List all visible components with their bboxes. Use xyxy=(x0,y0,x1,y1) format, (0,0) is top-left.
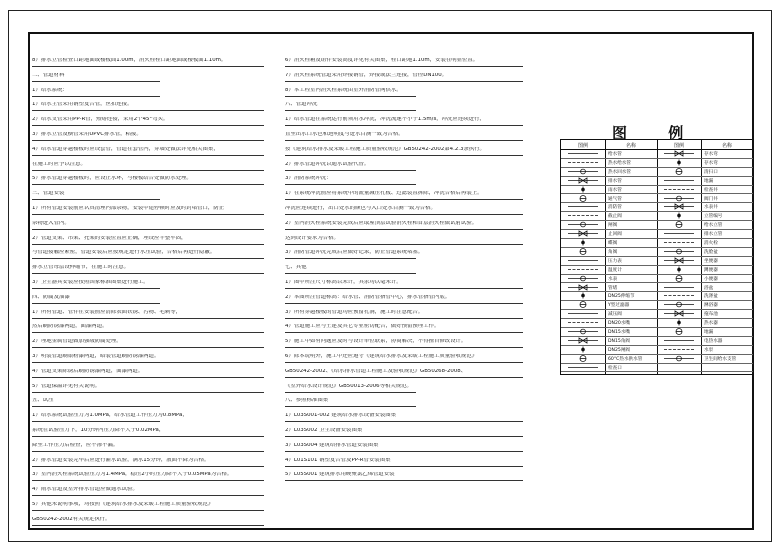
legend-name: 浴盆 xyxy=(704,285,714,291)
note-line: 2）排水管道安装完毕后应进行灌水试验，满水15分钟，液面不降为合格。 xyxy=(32,457,210,463)
note-line: 4）管道施工应与土建及其它专业密切配合，做好预留预埋工作。 xyxy=(285,324,440,330)
legend-symbol-icon xyxy=(566,337,600,344)
legend-name: 角阀 xyxy=(608,249,618,255)
note-line: 达到设计要求为合格。 xyxy=(285,235,339,241)
note-underline xyxy=(285,170,416,171)
legend-symbol-icon xyxy=(662,177,696,184)
legend-name: 止回阀 xyxy=(608,232,622,238)
legend-name: 蝶阀 xyxy=(608,241,618,246)
legend-symbol-icon xyxy=(662,310,696,317)
note-underline xyxy=(285,480,523,481)
note-line: 5）其他未说明事项，均按照《建筑给水排水及采暖工程施工质量验收规范》 xyxy=(32,502,214,507)
note-underline xyxy=(285,125,523,126)
note-line: 3）卫生器具安装应按照国家标准图集进行施工。 xyxy=(32,280,149,285)
note-line: 1）给水主管采用钢塑复合管，丝扣连接。 xyxy=(32,102,133,108)
legend-symbol-icon xyxy=(566,203,600,210)
legend-symbol-icon xyxy=(566,301,600,308)
legend-header-symbol-2: 图例 xyxy=(673,143,684,149)
note-line: 按《建筑给水排水及采暖工程施工质量验收规范》GB50242-2002第4.2.3条执行。 xyxy=(285,146,485,152)
legend-symbol-icon xyxy=(566,310,600,317)
note-line: 冲洗应连续进行，出口处水的颜色与入口处水目测一致为合格。 xyxy=(285,206,436,211)
note-underline xyxy=(285,214,523,215)
note-underline xyxy=(285,392,416,393)
note-underline xyxy=(32,199,160,200)
legend-name: 热水器 xyxy=(704,321,718,327)
note-line: 2）给水支管采用PP-R管，热熔连接，采用2个45°弯头。 xyxy=(32,117,169,123)
legend-symbol-icon xyxy=(662,328,696,335)
legend-symbol-icon xyxy=(662,195,696,202)
note-line: 5）管道保温详见有关说明。 xyxy=(32,383,101,389)
legend-symbol-icon xyxy=(566,150,600,157)
legend-symbol-icon xyxy=(662,212,696,219)
note-underline xyxy=(285,421,523,422)
note-underline xyxy=(32,110,264,111)
note-line: 7）消火栓系统管道采用焊接钢管，焊接或法兰连接，管径DN100。 xyxy=(285,72,448,78)
note-underline xyxy=(32,406,160,407)
note-line: 4）雨水管道及室外排水管道应做通水试验。 xyxy=(32,487,138,493)
note-underline xyxy=(32,184,264,185)
note-line: 1）所有管道、管件在安装前应清除表面铁锈、污物、毛刺等， xyxy=(32,309,181,315)
legend-name: 消火栓 xyxy=(704,241,718,246)
note-line: 3）排水立管及横管采用UPVC排水管，粘接。 xyxy=(32,132,142,137)
note-underline xyxy=(32,66,264,67)
note-underline xyxy=(285,258,416,259)
legend-header-symbol: 图例 xyxy=(577,143,588,149)
legend-name: 雨水管 xyxy=(608,187,622,193)
legend-name: 电热水器 xyxy=(704,338,723,344)
note-line: 在施工时应予以注意。 xyxy=(32,161,86,167)
legend-symbol-icon xyxy=(566,248,600,255)
legend-symbol-icon xyxy=(566,328,600,335)
legend-symbol-icon xyxy=(662,221,696,228)
note-underline xyxy=(285,362,523,363)
legend-name: DN15角阀 xyxy=(608,338,631,344)
note-line: 3）明装管道刷银粉漆两道，暗装管道刷防锈漆两道。 xyxy=(32,354,160,359)
legend-symbol-icon xyxy=(662,275,696,282)
legend-name: 通气管 xyxy=(608,196,622,202)
legend-name: 卫生间给水支管 xyxy=(704,356,737,362)
note-line: 4）L01S101 钢塑复合管及PP-R管安装图集 xyxy=(285,457,391,463)
note-line: 5）排水管道穿越楼板时，应设止水环，与楼板结合处做防水处理。 xyxy=(32,176,192,182)
note-line: 3）消防系统冲洗： xyxy=(285,176,332,182)
note-line: 与管道接触应紧密，管道安装后应按规定进行水压试验，合格后再进行隐蔽。 xyxy=(32,250,216,256)
legend-name: 给水立管 xyxy=(704,223,723,229)
note-line: 杂物进入管内。 xyxy=(32,220,70,226)
legend-symbol-icon xyxy=(566,364,600,371)
note-underline xyxy=(32,125,264,126)
legend-name: 截止阀 xyxy=(608,214,622,220)
legend-name: 水泵 xyxy=(704,347,714,353)
legend-name: DN25闸阀 xyxy=(608,347,631,353)
legend-name: 小便器 xyxy=(704,276,718,282)
legend-name: 存水弯 xyxy=(704,152,718,157)
legend-table xyxy=(560,139,754,375)
note-line: 2）室内消火栓系统安装完成后应取屋顶层试验消火栓和首层消火栓做试射试验。 xyxy=(285,220,478,226)
note-line: 系统在试验压力下，10分钟内压力降不大于0.02MPa， xyxy=(32,428,165,433)
note-underline xyxy=(285,347,523,348)
legend-title: 图 例 xyxy=(612,124,702,142)
note-underline xyxy=(32,288,160,289)
note-underline xyxy=(32,81,160,82)
note-underline xyxy=(32,377,264,378)
note-underline xyxy=(32,155,264,156)
note-line: 六、管道冲洗 xyxy=(285,102,318,108)
note-underline xyxy=(285,318,523,319)
legend-name: Y型过滤器 xyxy=(608,303,630,309)
legend-name: 热水回水管 xyxy=(608,169,631,175)
legend-symbol-icon xyxy=(566,239,600,246)
note-line: 1）L03S001-002 建筑给水排水设备安装图集 xyxy=(285,413,397,419)
legend-symbol-icon xyxy=(662,266,696,273)
legend-name: 消防管 xyxy=(608,205,622,211)
note-line: 5）L05S001 建筑排水用硬聚氯乙烯管道安装 xyxy=(285,472,395,478)
note-underline xyxy=(285,140,523,141)
note-line: 2）埋地金属管道做加强级防腐处理。 xyxy=(32,339,122,345)
legend-name: 闸阀 xyxy=(608,223,618,229)
legend-symbol-icon xyxy=(566,284,600,291)
note-line: 1）在系统冲洗前应将系统中的流量减压孔板、过滤装置拆除，冲洗合格后再装上。 xyxy=(285,191,483,197)
legend-symbol-icon xyxy=(566,177,600,184)
legend-symbol-icon xyxy=(662,239,696,246)
note-underline xyxy=(32,96,160,97)
note-underline xyxy=(285,155,523,156)
legend-symbol-icon xyxy=(662,248,696,255)
legend-symbol-icon xyxy=(662,319,696,326)
note-line: 排水立管每层设伸缩节，在施工时注意。 xyxy=(32,265,130,271)
legend-name: 阀门井 xyxy=(704,196,718,202)
legend-name: 检查口 xyxy=(608,365,622,371)
note-line: GB50242-2002、《给水排水管道工程施工及验收规范》GB50268-2008、 xyxy=(285,368,467,374)
legend-name: 洗涤盆 xyxy=(704,294,718,300)
note-underline xyxy=(285,303,523,304)
legend-symbol-icon xyxy=(566,355,600,362)
note-line: 五、试压 xyxy=(32,398,54,404)
note-line: 降至工作压力后检查，应不渗不漏。 xyxy=(32,442,119,448)
legend-symbol-icon xyxy=(662,168,696,175)
legend-symbol-icon xyxy=(662,292,696,299)
note-underline xyxy=(285,199,523,200)
note-underline xyxy=(32,229,264,230)
note-line: 1）给水系统试验压力为1.0MPa，给水管道工作压力为0.8MPa， xyxy=(32,413,188,419)
note-line: 2）L03S002 卫生设备安装图集 xyxy=(285,428,363,433)
note-underline xyxy=(285,451,523,452)
note-line: 6）除本说明外，施工中还应遵守《建筑给水排水及采暖工程施工质量验收规范》 xyxy=(285,354,478,359)
legend-symbol-icon xyxy=(566,186,600,193)
note-line: 1）所有管道安装前应认真清理内部杂物，安装中途停顿时应及时封堵管口，防止 xyxy=(32,206,225,211)
legend-name: 水表 xyxy=(608,276,618,282)
legend-name: 地漏 xyxy=(704,330,714,335)
note-underline xyxy=(32,170,264,171)
note-line: 4）管道支架除锈后刷防锈漆两道，面漆两道。 xyxy=(32,368,144,374)
note-underline xyxy=(285,406,416,407)
legend-symbol-icon xyxy=(662,355,696,362)
note-underline xyxy=(32,303,160,304)
note-underline xyxy=(32,214,264,215)
note-underline xyxy=(285,66,523,67)
note-line: 二、管道材料 xyxy=(32,72,65,78)
legend-symbol-icon xyxy=(566,159,600,166)
note-underline xyxy=(32,273,264,274)
note-underline xyxy=(32,362,264,363)
note-underline xyxy=(32,436,264,437)
legend-symbol-icon xyxy=(662,337,696,344)
legend-name: 清扫口 xyxy=(704,169,718,175)
legend-symbol-icon xyxy=(662,230,696,237)
note-underline xyxy=(285,96,416,97)
note-line: 8）本工程室内消火栓系统由室外消防管网供水。 xyxy=(285,87,402,93)
legend-symbol-icon xyxy=(566,346,600,353)
legend-symbol-icon xyxy=(566,230,600,237)
legend-symbol-icon xyxy=(662,346,696,353)
note-underline xyxy=(32,258,264,259)
legend-name: 温度计 xyxy=(608,267,622,273)
note-line: 1）图中所注尺寸标高以米计，其余均以毫米计。 xyxy=(285,280,402,285)
legend-symbol-icon xyxy=(566,319,600,326)
note-line: 《室外给水设计规范》GB50013-2006等相关规范。 xyxy=(285,383,412,389)
legend-name: 60°C热水供水管 xyxy=(608,356,643,362)
note-line: 四、防腐及油漆 xyxy=(32,294,70,300)
note-line: 1）给水管道在系统运行前须用水冲洗，冲洗流速不小于1.5m/s，冲洗应连续进行， xyxy=(285,117,485,123)
note-line: 6）消火栓箱及组件安装高度详见有关图集，栓口距地1.10m，安装在明显位置。 xyxy=(285,58,479,63)
legend-name: 洗脸盆 xyxy=(704,249,718,255)
note-line: 2）本图所注管道标高：给水管、消防管指管中心，排水管指管内底。 xyxy=(285,294,451,300)
legend-name: 立管编号 xyxy=(704,214,723,220)
note-underline xyxy=(32,480,264,481)
note-underline xyxy=(32,525,264,526)
note-line: 4）给水管道穿越楼板时应设套管，管道在套管内，穿墙处做法详见相关图集， xyxy=(32,146,219,152)
legend-symbol-icon xyxy=(662,301,696,308)
note-underline xyxy=(285,244,523,245)
note-line: 3）室内消火栓系统试验压力为1.4MPa，稳压2小时压力降不大于0.05MPa为合格。 xyxy=(32,472,233,478)
note-underline xyxy=(32,392,264,393)
legend-symbol-icon xyxy=(662,159,696,166)
legend-header-name-2: 名称 xyxy=(721,143,732,149)
legend-symbol-icon xyxy=(566,221,600,228)
legend-symbol-icon xyxy=(566,168,600,175)
legend-name: 检查井 xyxy=(704,187,718,193)
legend-name: 淋浴器 xyxy=(704,303,718,309)
note-underline xyxy=(285,184,416,185)
note-line: 然后刷防锈漆两道，面漆两道。 xyxy=(32,324,108,330)
legend-name: 减压阀 xyxy=(608,312,622,318)
legend-symbol-icon xyxy=(662,257,696,264)
legend-symbol-icon xyxy=(566,195,600,202)
legend-symbol-icon xyxy=(662,203,696,210)
legend-symbol-icon xyxy=(566,266,600,273)
note-underline xyxy=(285,273,416,274)
note-line: 2）管道支架、吊架、托架的安装位置应正确，埋设应平整牢固， xyxy=(32,235,187,241)
note-line: GB50242-2002有关规定执行。 xyxy=(32,516,111,522)
note-underline xyxy=(32,244,264,245)
legend-symbol-icon xyxy=(566,292,600,299)
note-line: 七、其他 xyxy=(285,265,307,271)
note-underline xyxy=(285,229,523,230)
note-underline xyxy=(32,466,264,467)
note-line: 3）L03S004 建筑给排水管道安装图集 xyxy=(285,442,379,448)
legend-name: 水表井 xyxy=(704,205,718,211)
note-line: 直至出水口水色和透明度与进水目测一致为合格。 xyxy=(285,132,404,137)
note-line: 1）给水系统： xyxy=(32,87,68,93)
note-line: 三、管道安装 xyxy=(32,191,65,197)
note-underline xyxy=(285,81,523,82)
note-underline xyxy=(285,110,416,111)
note-line: 八、参照标准图集 xyxy=(285,398,329,404)
legend-name: 给水管 xyxy=(608,152,622,157)
legend-symbol-icon xyxy=(662,186,696,193)
note-line: 5）施工中如有问题应及时与设计单位联系，协商解决，不得擅自修改设计。 xyxy=(285,339,467,345)
legend-name: 坐便器 xyxy=(704,258,718,264)
legend-name: DN15水嘴 xyxy=(608,330,631,335)
legend-name: 管堵 xyxy=(608,285,618,291)
legend-name: DN25伸缩节 xyxy=(608,294,635,300)
note-underline xyxy=(285,466,523,467)
legend-name: 拖布池 xyxy=(704,312,718,318)
note-underline xyxy=(285,377,523,378)
legend-symbol-icon xyxy=(566,257,600,264)
legend-name: 排水立管 xyxy=(704,232,723,238)
note-underline xyxy=(285,332,523,333)
note-underline xyxy=(32,451,264,452)
note-underline xyxy=(32,510,264,511)
legend-header-name: 名称 xyxy=(625,143,636,149)
note-underline xyxy=(32,318,264,319)
note-line: 3）消防管道冲洗完成后应做好记录，防止管道系统堵塞。 xyxy=(285,250,424,256)
note-underline xyxy=(32,347,264,348)
legend-symbol-icon xyxy=(566,275,600,282)
note-underline xyxy=(32,421,160,422)
legend-name: 压力表 xyxy=(608,258,622,264)
note-underline xyxy=(32,332,264,333)
legend-name: DN20水嘴 xyxy=(608,321,631,327)
legend-symbol-icon xyxy=(566,212,600,219)
note-line: 2）排水管道冲洗以通水试验代替。 xyxy=(285,161,370,167)
note-underline xyxy=(32,140,264,141)
legend-name: 排水管 xyxy=(608,178,622,184)
legend-symbol-icon xyxy=(662,150,696,157)
legend-name: 蹲便器 xyxy=(704,267,718,273)
legend-name: 地漏 xyxy=(704,178,714,184)
legend-symbol-icon xyxy=(662,284,696,291)
legend-name: 存水弯 xyxy=(704,160,718,166)
note-line: 8）排水立管检查口距地面或楼板面1.00m，消火栓栓口距地面或楼板面1.10m。 xyxy=(32,58,227,63)
note-underline xyxy=(32,495,264,496)
legend-name: 热水给水管 xyxy=(608,160,631,166)
note-line: 3）所有穿越楼板的管道均应预留孔洞，施工时注意配合。 xyxy=(285,309,424,315)
note-underline xyxy=(285,436,523,437)
note-underline xyxy=(285,288,523,289)
